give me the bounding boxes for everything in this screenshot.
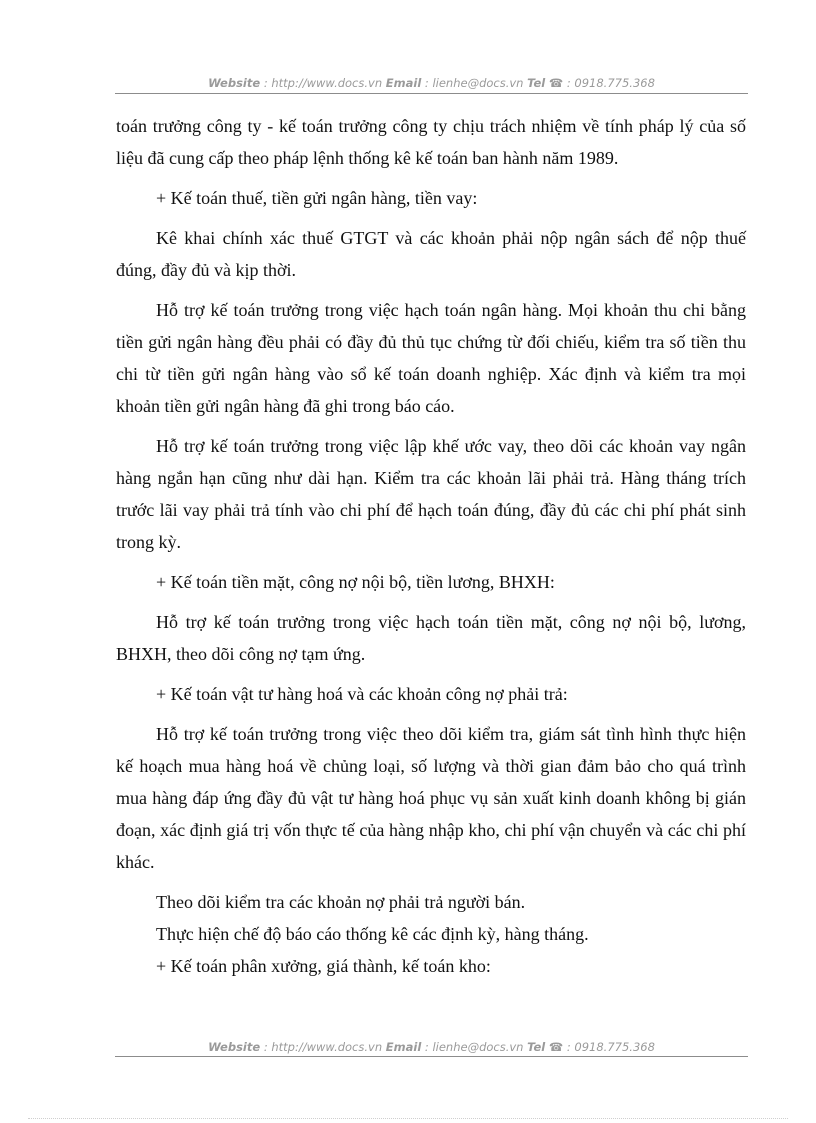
footer-email-label: Email bbox=[385, 1040, 422, 1054]
header-tel-value: : 0918.775.368 bbox=[566, 76, 655, 90]
paragraph: Hỗ trợ kế toán trưởng trong việc lập khế ước vay, theo dõi các khoản vay ngân hàng ngắn hạn cũng như dài hạn. Kiểm tra các khoản lãi phải trả. Hàng tháng trích trước lãi vay phải trả tính vào chi phí để hạch toán đúng, đầy đủ các chi phí phát sinh trong kỳ. bbox=[116, 436, 746, 552]
footer-rule bbox=[115, 1056, 748, 1057]
page-edge-divider bbox=[28, 1118, 788, 1119]
footer-tel-label: Tel bbox=[527, 1040, 546, 1054]
page-header bbox=[115, 73, 748, 93]
header-website-url[interactable]: : http://www.docs.vn bbox=[263, 76, 383, 90]
paragraph: Kê khai chính xác thuế GTGT và các khoản phải nộp ngân sách để nộp thuế đúng, đầy đủ và kịp thời. bbox=[116, 228, 746, 280]
paragraph: Hỗ trợ kế toán trưởng trong việc hạch toán ngân hàng. Mọi khoản thu chi bằng tiền gửi ngân hàng đều phải có đầy đủ thủ tục chứng từ đối chiếu, kiểm tra số tiền thu chi từ tiền gửi ngân hàng vào sổ kế toán doanh nghiệp. Xác định và kiểm tra mọi khoản tiền gửi ngân hàng đã ghi trong báo cáo. bbox=[116, 300, 746, 416]
header-email-label: Email bbox=[385, 76, 422, 90]
footer-website-label: Website bbox=[208, 1040, 261, 1054]
page-footer bbox=[115, 1037, 748, 1057]
footer-website-url[interactable]: : http://www.docs.vn bbox=[263, 1040, 383, 1054]
section-heading: + Kế toán thuế, tiền gửi ngân hàng, tiền vay: bbox=[156, 188, 478, 208]
footer-tel-value: : 0918.775.368 bbox=[566, 1040, 655, 1054]
phone-icon: ☎ bbox=[548, 76, 564, 90]
paragraph: Thực hiện chế độ báo cáo thống kê các định kỳ, hàng tháng. bbox=[156, 924, 589, 944]
phone-icon: ☎ bbox=[548, 1040, 564, 1054]
paragraph: Hỗ trợ kế toán trưởng trong việc theo dõi kiểm tra, giám sát tình hình thực hiện kế hoạch mua hàng hoá về chủng loại, số lượng và thời gian đảm bảo cho quá trình mua hàng đáp ứng đầy đủ vật tư hàng hoá phục vụ sản xuất kinh doanh không bị gián đoạn, xác định giá trị vốn thực tế của hàng nhập kho, chi phí vận chuyển và các chi phí khác. bbox=[116, 724, 746, 872]
header-tel-label: Tel bbox=[527, 76, 546, 90]
paragraph: Hỗ trợ kế toán trưởng trong việc hạch toán tiền mặt, công nợ nội bộ, lương, BHXH, theo dõi công nợ tạm ứng. bbox=[116, 612, 746, 664]
section-heading: + Kế toán vật tư hàng hoá và các khoản công nợ phải trả: bbox=[156, 684, 568, 704]
header-rule bbox=[115, 93, 748, 94]
paragraph: Theo dõi kiểm tra các khoản nợ phải trả người bán. bbox=[156, 892, 526, 912]
section-heading: + Kế toán phân xưởng, giá thành, kế toán kho: bbox=[156, 956, 491, 976]
document-body bbox=[116, 110, 746, 982]
section-heading: + Kế toán tiền mặt, công nợ nội bộ, tiền lương, BHXH: bbox=[156, 572, 555, 592]
footer-email-value[interactable]: : lienhe@docs.vn bbox=[424, 1040, 524, 1054]
header-email-value[interactable]: : lienhe@docs.vn bbox=[424, 76, 524, 90]
paragraph: toán trưởng công ty - kế toán trưởng công ty chịu trách nhiệm về tính pháp lý của số liệu đã cung cấp theo pháp lệnh thống kê kế toán ban hành năm 1989. bbox=[116, 116, 746, 168]
header-website-label: Website bbox=[208, 76, 261, 90]
